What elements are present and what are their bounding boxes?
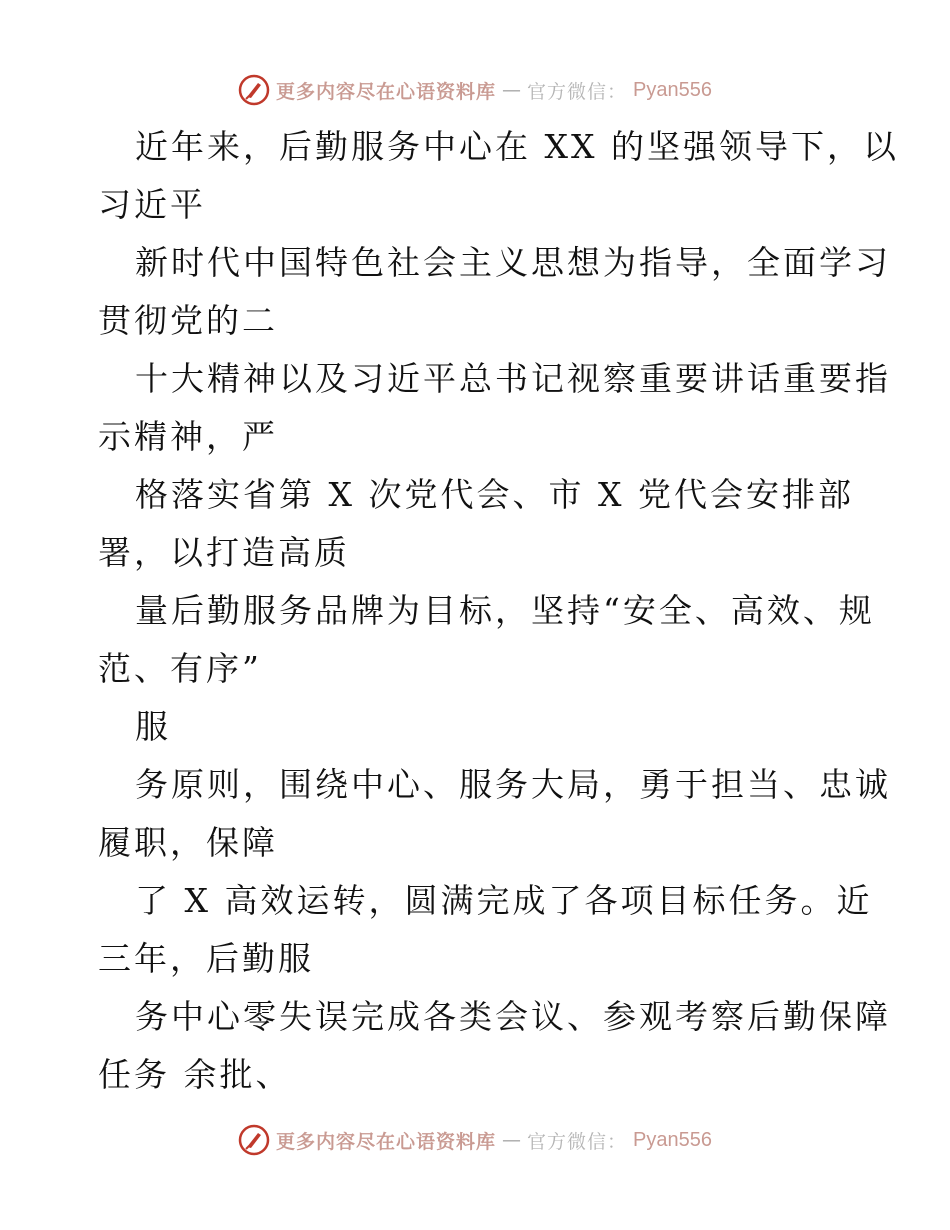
text-line: 三年，后勤服 — [98, 939, 314, 978]
quill-logo-icon — [238, 74, 270, 106]
text-line: 范、有序” — [98, 649, 262, 688]
text-line: 务中心零失误完成各类会议、参观考察后勤保障 — [135, 997, 891, 1036]
watermark-separator: — — [502, 1129, 522, 1151]
text-line: 示精神，严 — [98, 417, 278, 456]
document-body — [98, 118, 899, 1104]
text-line: 新时代中国特色社会主义思想为指导，全面学习 — [135, 243, 891, 282]
text-line: 署，以打造高质 — [98, 533, 350, 572]
text-line: 格落实省第 X 次党代会、市 X 党代会安排部 — [135, 475, 854, 514]
text-line: 任务 余批、 — [98, 1055, 292, 1094]
text-line: 近年来，后勤服务中心在 XX 的坚强领导下，以 — [135, 127, 899, 166]
quill-logo-icon — [238, 1124, 270, 1156]
footer-watermark — [0, 1120, 950, 1160]
watermark-wechat-id: Pyan556 — [633, 78, 712, 101]
text-line: 十大精神以及习近平总书记视察重要讲话重要指 — [135, 359, 891, 398]
text-line: 务原则，围绕中心、服务大局，勇于担当、忠诚 — [135, 765, 891, 804]
watermark-sub-text: 官方微信： — [527, 1130, 628, 1153]
text-line: 服 — [135, 707, 171, 746]
header-watermark — [0, 70, 950, 110]
text-line: 履职，保障 — [98, 823, 278, 862]
watermark-wechat-id: Pyan556 — [633, 1128, 712, 1151]
watermark-separator: — — [502, 79, 522, 101]
text-line: 贯彻党的二 — [98, 301, 278, 340]
watermark-brand-text: 更多内容尽在心语资料库 — [276, 80, 497, 103]
watermark-sub-text: 官方微信： — [527, 80, 628, 103]
text-line: 习近平 — [98, 185, 206, 224]
text-line: 量后勤服务品牌为目标，坚持“安全、高效、规 — [135, 591, 875, 630]
text-line: 了 X 高效运转，圆满完成了各项目标任务。近 — [135, 881, 873, 920]
watermark-brand-text: 更多内容尽在心语资料库 — [276, 1130, 497, 1153]
